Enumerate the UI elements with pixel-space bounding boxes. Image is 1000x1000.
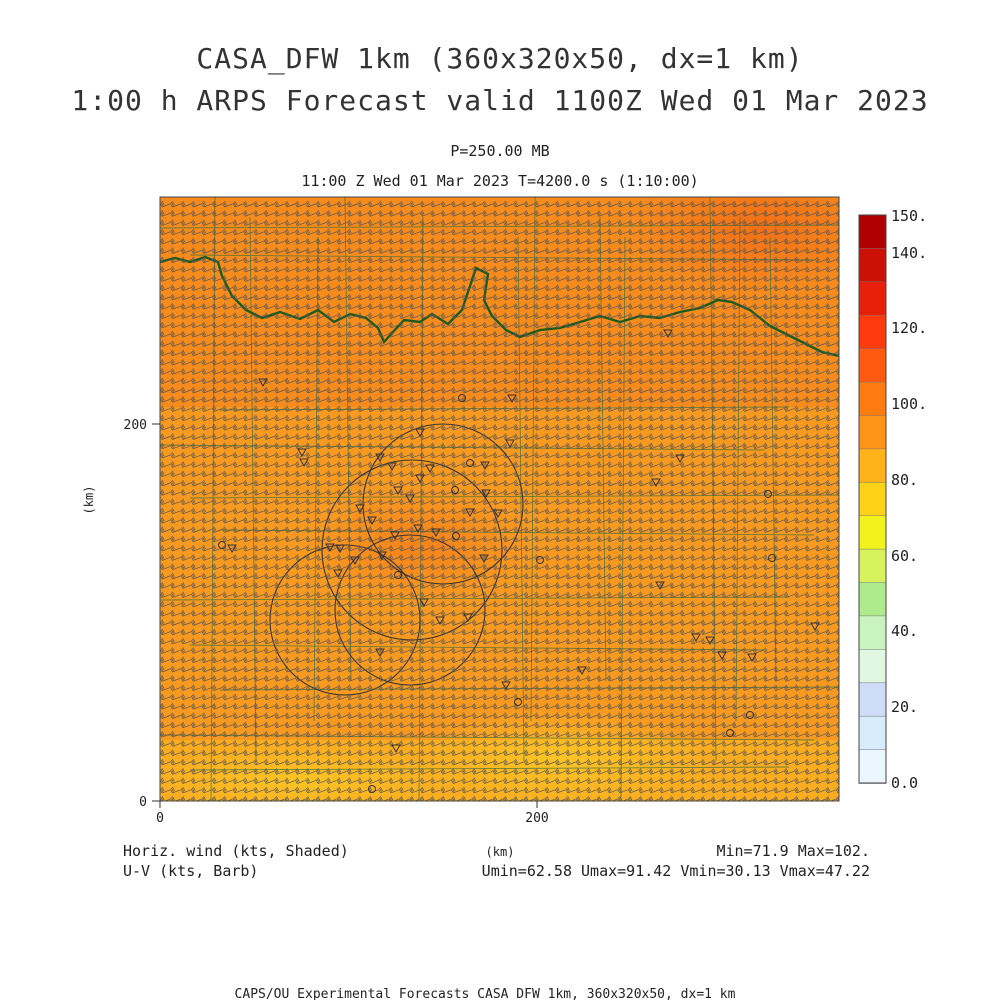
- y-tick-0: 0: [139, 795, 147, 810]
- colorbar-swatch: [859, 416, 886, 450]
- x-tick-0: 0: [156, 811, 164, 826]
- colorbar: [859, 207, 927, 792]
- y-tick-200: 200: [123, 418, 147, 433]
- valid-time: 11:00 Z Wed 01 Mar 2023 T=4200.0 s (1:10:00): [301, 172, 699, 190]
- colorbar-swatch: [859, 248, 886, 282]
- chart-subtitle: 1:00 h ARPS Forecast valid 1100Z Wed 01 Mar 2023: [71, 84, 929, 117]
- x-tick-200: 200: [525, 811, 549, 826]
- pressure-level: P=250.00 MB: [450, 142, 550, 160]
- colorbar-swatch: [859, 449, 886, 483]
- colorbar-swatch: [859, 282, 886, 316]
- y-axis: [82, 418, 160, 810]
- uv-stats: Umin=62.58 Umax=91.42 Vmin=30.13 Vmax=47.22: [481, 862, 870, 880]
- x-axis-label: (km): [485, 845, 515, 859]
- vector-label: U-V (kts, Barb): [123, 862, 259, 880]
- colorbar-swatch: [859, 716, 886, 750]
- colorbar-label: 80.: [891, 471, 919, 489]
- colorbar-swatch: [859, 215, 886, 249]
- colorbar-swatch: [859, 583, 886, 617]
- colorbar-label: 60.: [891, 547, 919, 565]
- field-label: Horiz. wind (kts, Shaded): [123, 842, 349, 860]
- colorbar-swatch: [859, 683, 886, 717]
- colorbar-swatch: [859, 349, 886, 383]
- chart-title: CASA_DFW 1km (360x320x50, dx=1 km): [196, 42, 804, 75]
- colorbar-swatch: [859, 482, 886, 516]
- shaded-field: [140, 155, 890, 815]
- colorbar-label: 140.: [891, 244, 928, 262]
- credit-line: CAPS/OU Experimental Forecasts CASA DFW 1km, 360x320x50, dx=1 km: [234, 987, 736, 1000]
- y-axis-label: (km): [82, 485, 96, 515]
- min-max: Min=71.9 Max=102.: [716, 842, 870, 860]
- colorbar-swatch: [859, 516, 886, 550]
- colorbar-label: 150.: [891, 207, 928, 225]
- colorbar-label: 120.: [891, 319, 928, 337]
- colorbar-label: 0.0: [891, 774, 919, 792]
- colorbar-label: 40.: [891, 622, 919, 640]
- colorbar-swatch: [859, 549, 886, 583]
- colorbar-swatch: [859, 649, 886, 683]
- colorbar-swatch: [859, 382, 886, 416]
- colorbar-swatch: [859, 315, 886, 349]
- colorbar-label: 20.: [891, 698, 919, 716]
- colorbar-swatch: [859, 750, 886, 784]
- colorbar-swatch: [859, 616, 886, 650]
- colorbar-label: 100.: [891, 395, 928, 413]
